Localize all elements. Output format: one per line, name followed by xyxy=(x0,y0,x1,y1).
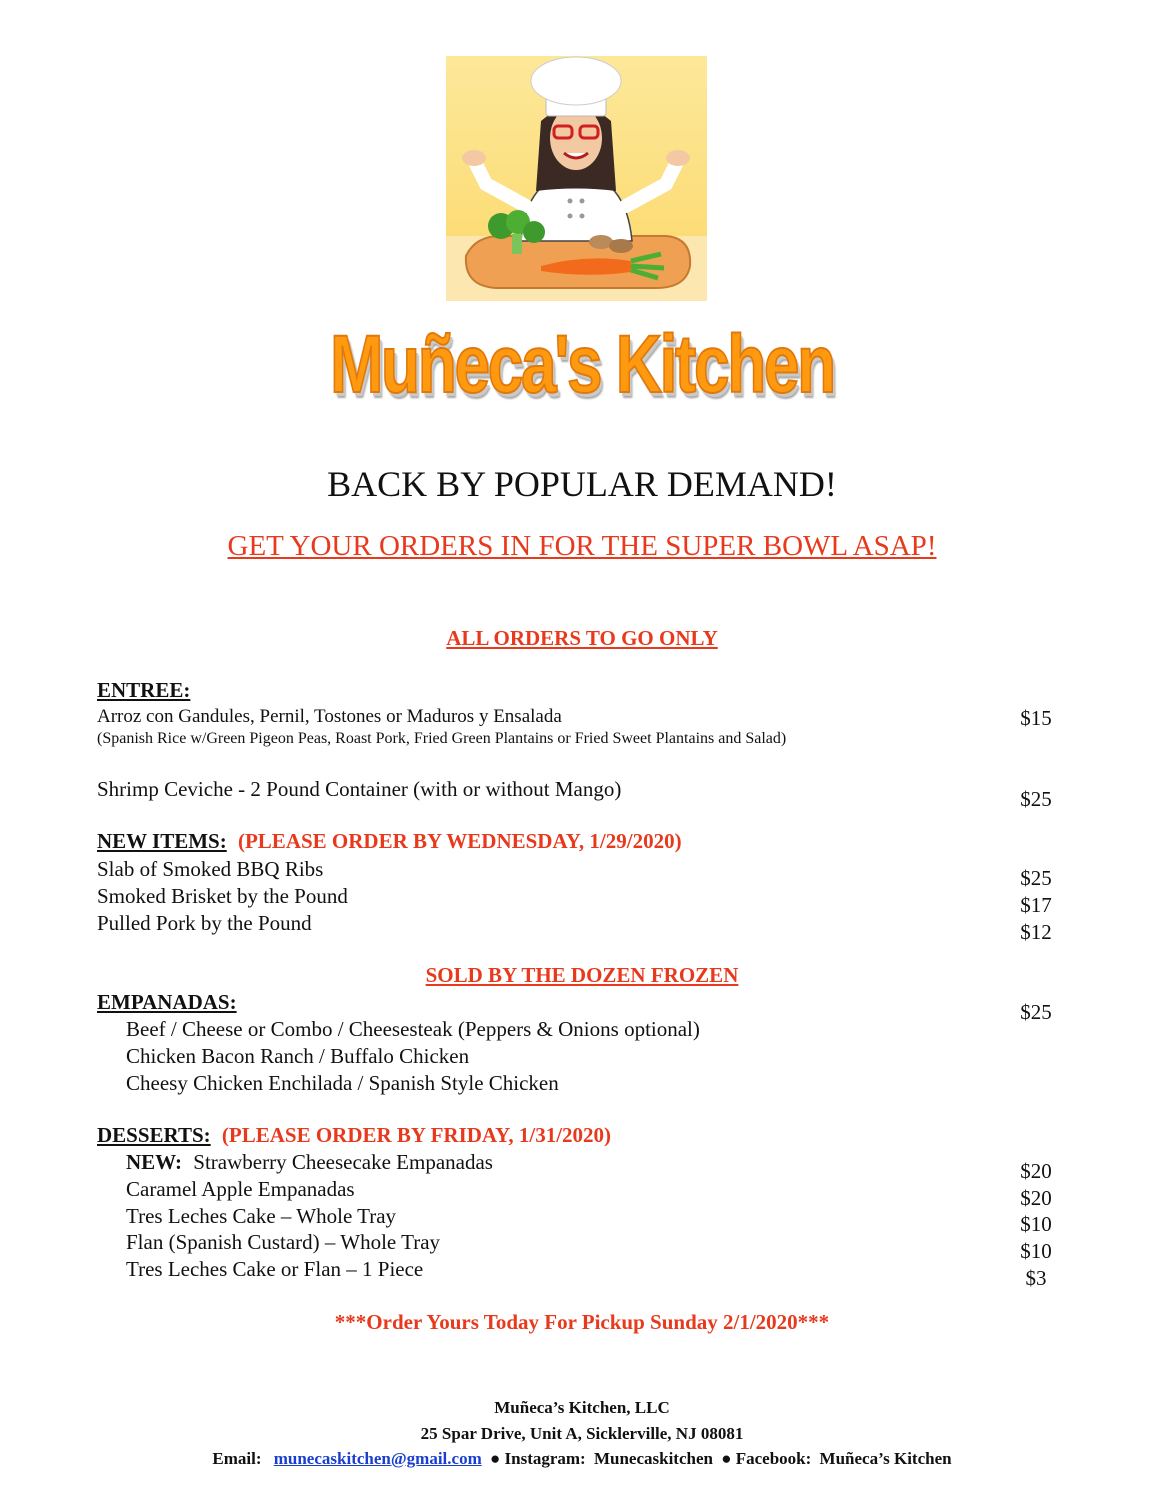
email-link[interactable]: munecaskitchen@gmail.com xyxy=(273,1449,482,1468)
dessert-name: Caramel Apple Empanadas xyxy=(126,1177,355,1201)
dozen-frozen-banner: SOLD BY THE DOZEN FROZEN xyxy=(425,963,739,987)
desserts-heading: DESSERTS: xyxy=(97,1123,211,1147)
empanada-flavor: Chicken Bacon Ranch / Buffalo Chicken xyxy=(126,1044,470,1068)
dessert-name: Flan (Spanish Custard) – Whole Tray xyxy=(126,1230,441,1254)
dessert-name: Tres Leches Cake – Whole Tray xyxy=(126,1204,397,1228)
email-label: Email: xyxy=(212,1449,262,1468)
headline: BACK BY POPULAR DEMAND! xyxy=(327,464,837,504)
new-item-price: $25 xyxy=(1020,866,1052,890)
new-item-name: Slab of Smoked BBQ Ribs xyxy=(97,857,324,881)
empanada-flavor: Beef / Cheese or Combo / Cheesesteak (Peppers & Onions optional) xyxy=(126,1017,700,1041)
dessert-price: $20 xyxy=(1020,1186,1052,1210)
dessert-price: $10 xyxy=(1020,1212,1052,1236)
new-items-heading: NEW ITEMS: xyxy=(97,829,227,853)
dessert-name: Tres Leches Cake or Flan – 1 Piece xyxy=(126,1257,424,1281)
empanadas-price: $25 xyxy=(1020,1000,1052,1024)
new-item-name: Smoked Brisket by the Pound xyxy=(97,884,348,908)
new-item-name: Pulled Pork by the Pound xyxy=(97,911,312,935)
instagram-handle: Munecaskitchen xyxy=(593,1449,713,1468)
desserts-header xyxy=(97,1123,611,1148)
logo-wordmark: Muñeca's Kitchen xyxy=(330,319,834,410)
dessert-price: $10 xyxy=(1020,1239,1052,1263)
footer-address: 25 Spar Drive, Unit A, Sicklerville, NJ 08081 xyxy=(420,1424,744,1443)
entree-item-1: Arroz con Gandules, Pernil, Tostones or Maduros y Ensalada xyxy=(97,706,562,727)
new-item-price: $12 xyxy=(1020,920,1052,944)
entree-heading: ENTREE: xyxy=(97,678,191,702)
entree-item-2-price: $25 xyxy=(1020,787,1052,811)
facebook-handle: Muñeca’s Kitchen xyxy=(819,1449,952,1468)
chef-illustration xyxy=(446,56,707,301)
instagram-label: ● Instagram: xyxy=(489,1449,586,1468)
pickup-callout: ***Order Yours Today For Pickup Sunday 2/1/2020*** xyxy=(334,1310,830,1334)
new-item-price: $17 xyxy=(1020,893,1052,917)
footer-contacts xyxy=(0,1449,1164,1469)
entree-item-1-description: (Spanish Rice w/Green Pigeon Peas, Roast Pork, Fried Green Plantains or Fried Sweet Plantains and Salad) xyxy=(97,730,787,747)
empanada-flavor: Cheesy Chicken Enchilada / Spanish Style Chicken xyxy=(126,1071,559,1095)
new-label: NEW: xyxy=(126,1150,183,1174)
dessert-price: $20 xyxy=(1020,1159,1052,1183)
dessert-price: $3 xyxy=(1025,1266,1047,1290)
new-items-note: (PLEASE ORDER BY WEDNESDAY, 1/29/2020) xyxy=(237,829,682,853)
entree-item-1-price: $15 xyxy=(1020,706,1052,730)
footer-company: Muñeca’s Kitchen, LLC xyxy=(494,1398,670,1417)
facebook-label: ● Facebook: xyxy=(721,1449,812,1468)
dessert-item xyxy=(126,1149,493,1176)
subheadline: GET YOUR ORDERS IN FOR THE SUPER BOWL ASAP! xyxy=(227,530,937,562)
entree-item-2: Shrimp Ceviche - 2 Pound Container (with or without Mango) xyxy=(97,777,622,801)
dessert-name: Strawberry Cheesecake Empanadas xyxy=(193,1150,493,1174)
new-items-header xyxy=(97,829,682,854)
empanadas-heading: EMPANADAS: xyxy=(97,990,237,1014)
desserts-note: (PLEASE ORDER BY FRIDAY, 1/31/2020) xyxy=(221,1123,612,1147)
to-go-notice: ALL ORDERS TO GO ONLY xyxy=(446,626,718,650)
